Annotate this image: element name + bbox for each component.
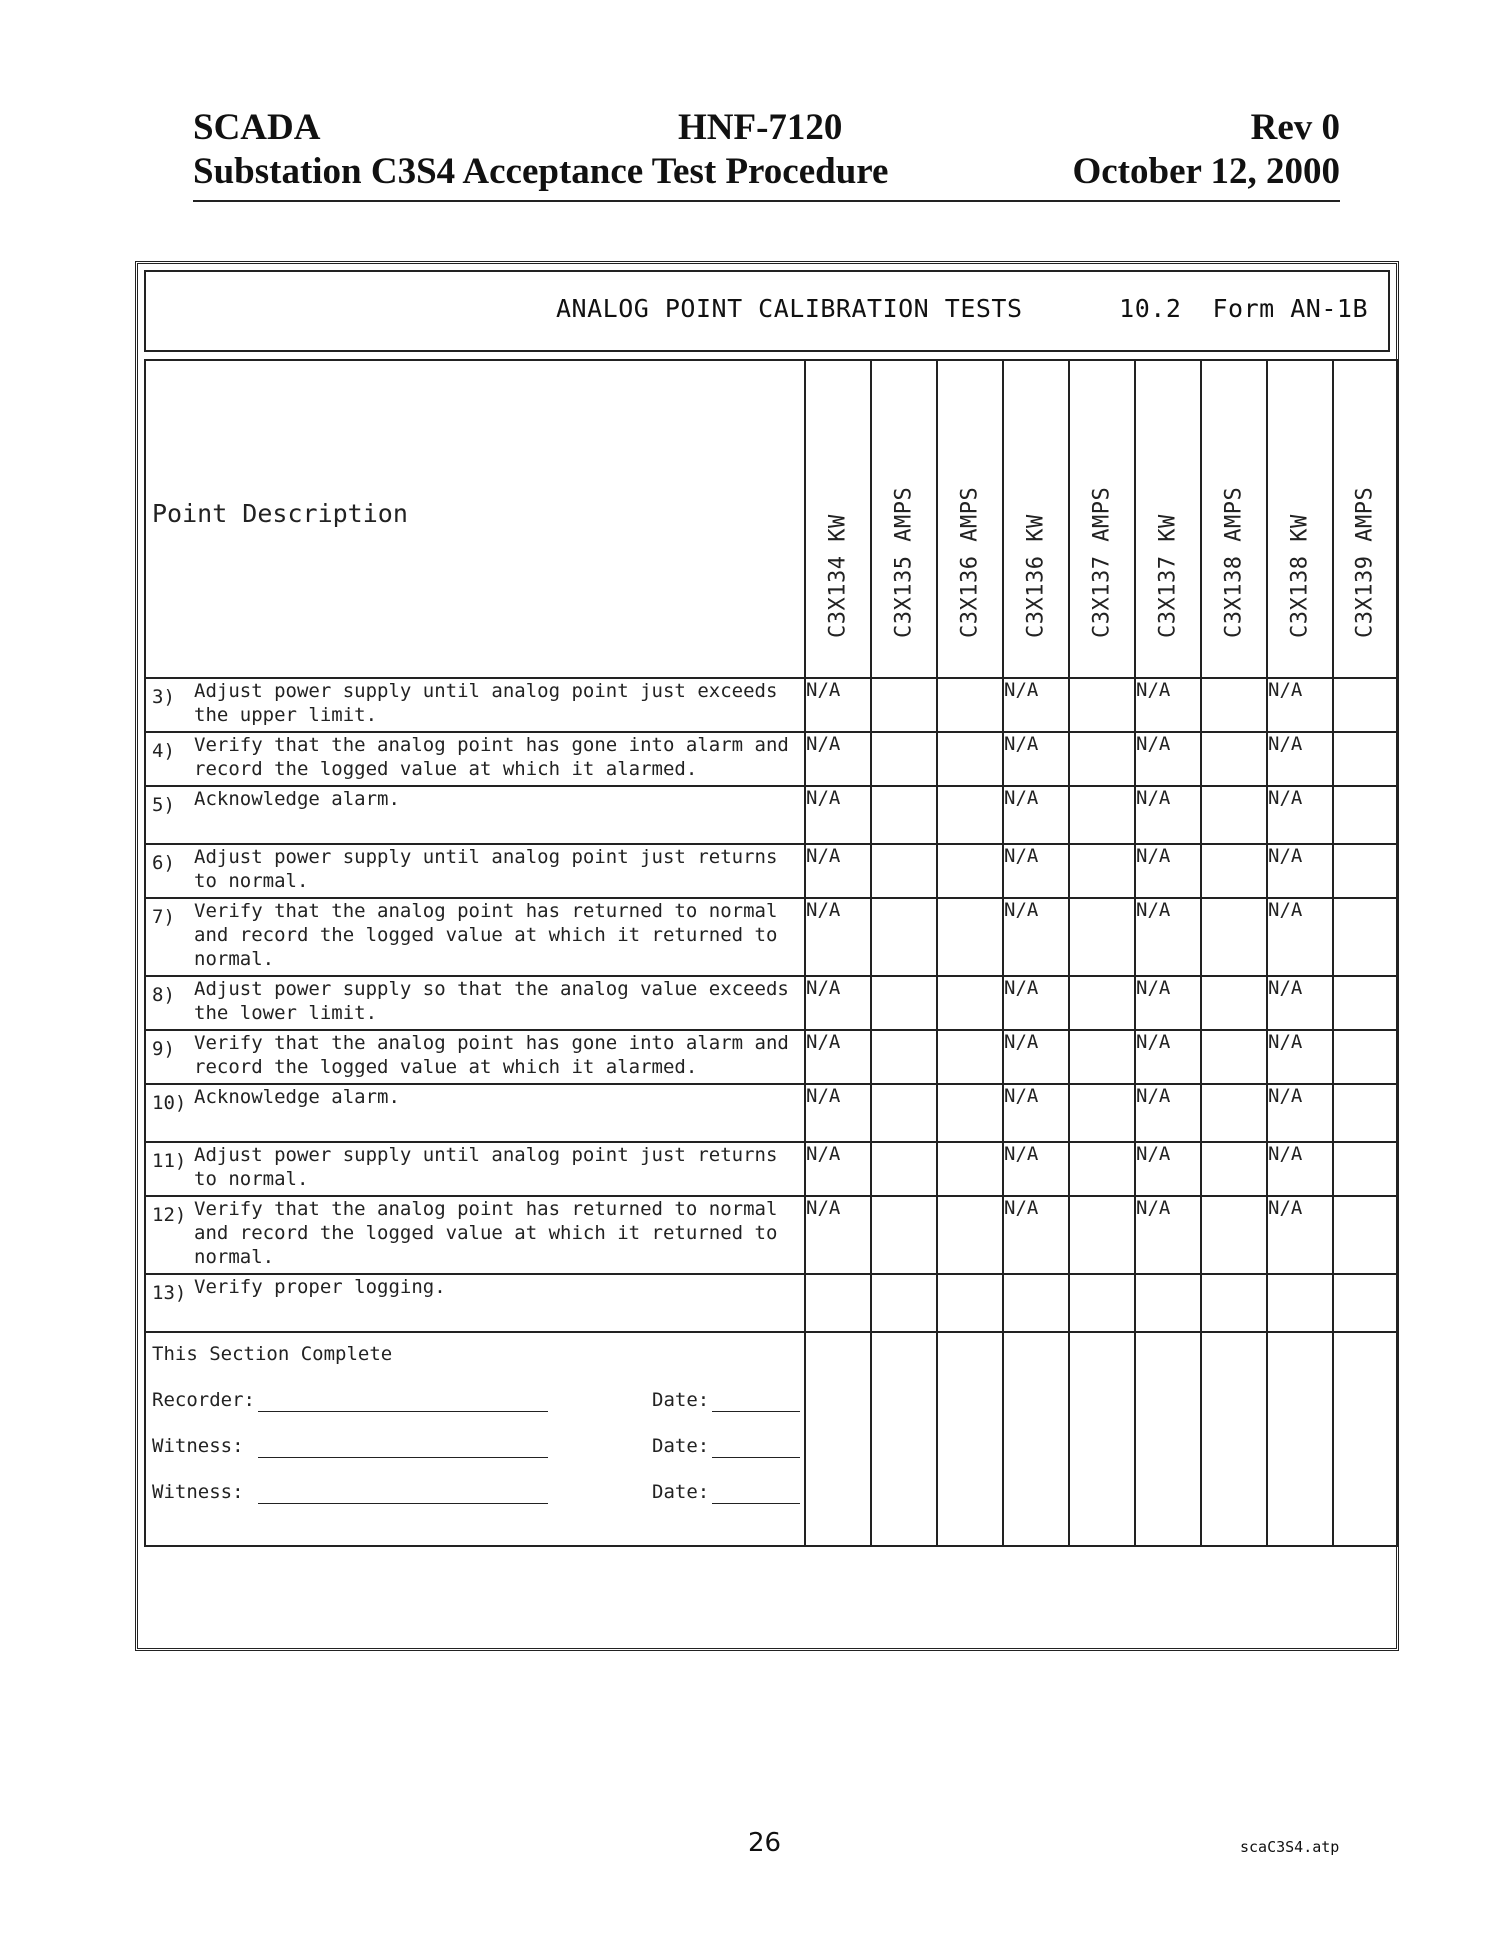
step-number: 7) xyxy=(152,906,175,928)
na-cell[interactable]: N/A xyxy=(1135,844,1201,898)
entry-cell[interactable] xyxy=(1333,1196,1397,1274)
step-number: 8) xyxy=(152,984,175,1006)
column-header-label: C3X136 AMPS xyxy=(957,486,983,638)
entry-cell[interactable] xyxy=(871,1084,937,1142)
step-text: Adjust power supply so that the analog value exceeds the lower limit. xyxy=(194,978,789,1024)
na-cell[interactable]: N/A xyxy=(1003,1084,1069,1142)
step-text: Acknowledge alarm. xyxy=(194,1086,400,1108)
signoff-entry-cell[interactable] xyxy=(805,1332,871,1546)
na-cell[interactable]: N/A xyxy=(1135,1030,1201,1084)
entry-cell[interactable] xyxy=(871,844,937,898)
step-description xyxy=(145,1142,805,1196)
na-cell[interactable]: N/A xyxy=(1135,732,1201,786)
table-row xyxy=(145,844,1397,898)
signoff-entry-cell[interactable] xyxy=(1333,1332,1397,1546)
column-header-label: C3X138 KW xyxy=(1287,514,1313,638)
entry-cell[interactable] xyxy=(1333,678,1397,732)
signoff-entry-cell[interactable] xyxy=(1135,1332,1201,1546)
table-row xyxy=(145,898,1397,976)
na-cell[interactable]: N/A xyxy=(1267,1030,1333,1084)
na-cell[interactable]: N/A xyxy=(1003,1030,1069,1084)
signoff-entry-cell[interactable] xyxy=(1003,1332,1069,1546)
table-row xyxy=(145,678,1397,732)
calibration-form xyxy=(135,261,1399,1651)
recorder-signature-line[interactable] xyxy=(258,1411,548,1412)
test-table xyxy=(144,359,1398,1547)
header-row-2 xyxy=(193,150,1340,194)
step-description xyxy=(145,678,805,732)
na-cell[interactable]: N/A xyxy=(805,732,871,786)
signoff-entry-cell[interactable] xyxy=(937,1332,1003,1546)
na-cell[interactable]: N/A xyxy=(1135,1142,1201,1196)
step-text: Adjust power supply until analog point just returns to normal. xyxy=(194,1144,778,1190)
na-cell[interactable]: N/A xyxy=(1267,786,1333,844)
na-cell[interactable]: N/A xyxy=(1267,898,1333,976)
entry-cell[interactable] xyxy=(871,786,937,844)
header-doc-title: Substation C3S4 Acceptance Test Procedure xyxy=(193,151,889,192)
column-header xyxy=(805,360,871,678)
na-cell[interactable]: N/A xyxy=(1135,678,1201,732)
entry-cell[interactable] xyxy=(871,898,937,976)
entry-cell[interactable] xyxy=(1201,732,1267,786)
step-number: 11) xyxy=(152,1150,187,1172)
entry-cell[interactable] xyxy=(1135,1274,1201,1332)
witness-2-signature-line[interactable] xyxy=(258,1503,548,1504)
na-cell[interactable]: N/A xyxy=(805,898,871,976)
entry-cell[interactable] xyxy=(871,976,937,1030)
entry-cell[interactable] xyxy=(937,1030,1003,1084)
table-row xyxy=(145,1274,1397,1332)
point-description-label: Point Description xyxy=(152,499,408,528)
na-cell[interactable]: N/A xyxy=(805,1196,871,1274)
entry-cell[interactable] xyxy=(1201,786,1267,844)
witness-label-1: Witness: xyxy=(152,1435,244,1457)
entry-cell[interactable] xyxy=(937,898,1003,976)
recorder-date-line[interactable] xyxy=(712,1411,800,1412)
entry-cell[interactable] xyxy=(1333,732,1397,786)
column-header-label: C3X136 KW xyxy=(1023,514,1049,638)
entry-cell[interactable] xyxy=(1069,1274,1135,1332)
entry-cell[interactable] xyxy=(937,976,1003,1030)
entry-cell[interactable] xyxy=(937,1274,1003,1332)
column-header xyxy=(1267,360,1333,678)
step-description xyxy=(145,898,805,976)
step-description xyxy=(145,1030,805,1084)
entry-cell[interactable] xyxy=(871,1030,937,1084)
step-text: Verify that the analog point has gone into alarm and record the logged value at which it alarmed. xyxy=(194,1032,789,1078)
entry-cell[interactable] xyxy=(937,1142,1003,1196)
column-header-label: C3X138 AMPS xyxy=(1221,486,1247,638)
entry-cell[interactable] xyxy=(1201,1030,1267,1084)
column-header xyxy=(1201,360,1267,678)
form-title: ANALOG POINT CALIBRATION TESTS xyxy=(556,294,1023,323)
signoff-block xyxy=(145,1332,805,1546)
entry-cell[interactable] xyxy=(1201,898,1267,976)
entry-cell[interactable] xyxy=(1069,786,1135,844)
witness-1-date-label: Date: xyxy=(652,1435,710,1457)
step-number: 12) xyxy=(152,1204,187,1226)
recorder-label: Recorder: xyxy=(152,1389,255,1411)
step-description xyxy=(145,844,805,898)
column-header xyxy=(1333,360,1397,678)
header-row-1 xyxy=(193,106,1340,150)
column-header xyxy=(871,360,937,678)
entry-cell[interactable] xyxy=(937,1196,1003,1274)
entry-cell[interactable] xyxy=(1003,1274,1069,1332)
step-text: Verify that the analog point has gone into alarm and record the logged value at which it alarmed. xyxy=(194,734,789,780)
signoff-entry-cell[interactable] xyxy=(1267,1332,1333,1546)
na-cell[interactable]: N/A xyxy=(805,786,871,844)
step-number: 9) xyxy=(152,1038,175,1060)
entry-cell[interactable] xyxy=(1069,976,1135,1030)
entry-cell[interactable] xyxy=(1333,786,1397,844)
na-cell[interactable]: N/A xyxy=(1135,786,1201,844)
na-cell[interactable]: N/A xyxy=(1003,1142,1069,1196)
section-complete-label: This Section Complete xyxy=(152,1343,393,1365)
witness-1-signature-line[interactable] xyxy=(258,1457,548,1458)
column-header-label: C3X137 KW xyxy=(1155,514,1181,638)
entry-cell[interactable] xyxy=(871,1274,937,1332)
step-description xyxy=(145,1274,805,1332)
table-header-row xyxy=(145,360,1397,678)
header-project: SCADA xyxy=(193,107,321,148)
entry-cell[interactable] xyxy=(1069,1142,1135,1196)
entry-cell[interactable] xyxy=(937,844,1003,898)
entry-cell[interactable] xyxy=(937,678,1003,732)
na-cell[interactable]: N/A xyxy=(805,1030,871,1084)
na-cell[interactable]: N/A xyxy=(1267,844,1333,898)
entry-cell[interactable] xyxy=(1333,1084,1397,1142)
entry-cell[interactable] xyxy=(1333,1274,1397,1332)
table-row xyxy=(145,786,1397,844)
column-header-label: C3X137 AMPS xyxy=(1089,486,1115,638)
entry-cell[interactable] xyxy=(1201,1274,1267,1332)
recorder-date-label: Date: xyxy=(652,1389,710,1411)
na-cell[interactable]: N/A xyxy=(1267,1196,1333,1274)
entry-cell[interactable] xyxy=(1069,898,1135,976)
step-text: Verify that the analog point has returned to normal and record the logged value at which it returned to normal. xyxy=(194,1198,778,1268)
step-number: 5) xyxy=(152,794,175,816)
step-number: 3) xyxy=(152,686,175,708)
entry-cell[interactable] xyxy=(871,678,937,732)
na-cell[interactable]: N/A xyxy=(1003,898,1069,976)
na-cell[interactable]: N/A xyxy=(1135,1196,1201,1274)
entry-cell[interactable] xyxy=(1333,844,1397,898)
entry-cell[interactable] xyxy=(1201,844,1267,898)
signoff-entry-cell[interactable] xyxy=(1069,1332,1135,1546)
entry-cell[interactable] xyxy=(1333,1030,1397,1084)
step-description xyxy=(145,1084,805,1142)
column-header-label: C3X134 KW xyxy=(825,514,851,638)
entry-cell[interactable] xyxy=(1333,898,1397,976)
column-header xyxy=(1069,360,1135,678)
file-name: scaC3S4.atp xyxy=(1240,1838,1340,1856)
entry-cell[interactable] xyxy=(871,1196,937,1274)
page-number: 26 xyxy=(748,1828,782,1858)
entry-cell[interactable] xyxy=(871,1142,937,1196)
entry-cell[interactable] xyxy=(1069,732,1135,786)
na-cell[interactable]: N/A xyxy=(1267,732,1333,786)
signoff-entry-cell[interactable] xyxy=(1201,1332,1267,1546)
step-text: Acknowledge alarm. xyxy=(194,788,400,810)
na-cell[interactable]: N/A xyxy=(1003,976,1069,1030)
na-cell[interactable]: N/A xyxy=(1267,976,1333,1030)
column-header-label: C3X135 AMPS xyxy=(891,486,917,638)
na-cell[interactable]: N/A xyxy=(1003,844,1069,898)
signoff-entry-cell[interactable] xyxy=(871,1332,937,1546)
step-description xyxy=(145,732,805,786)
na-cell[interactable]: N/A xyxy=(805,844,871,898)
na-cell[interactable]: N/A xyxy=(1267,678,1333,732)
na-cell[interactable]: N/A xyxy=(1003,1196,1069,1274)
header-doc-number: HNF-7120 xyxy=(678,107,843,148)
step-text: Adjust power supply until analog point just returns to normal. xyxy=(194,846,778,892)
header-revision: Rev 0 xyxy=(1250,107,1340,148)
table-row xyxy=(145,1142,1397,1196)
na-cell[interactable]: N/A xyxy=(1267,1142,1333,1196)
signoff-row xyxy=(145,1332,1397,1546)
entry-cell[interactable] xyxy=(1069,678,1135,732)
entry-cell[interactable] xyxy=(1201,1084,1267,1142)
na-cell[interactable]: N/A xyxy=(1135,1084,1201,1142)
witness-label-2: Witness: xyxy=(152,1481,244,1503)
step-number: 4) xyxy=(152,740,175,762)
na-cell[interactable]: N/A xyxy=(1003,678,1069,732)
table-row xyxy=(145,732,1397,786)
step-description xyxy=(145,786,805,844)
entry-cell[interactable] xyxy=(805,1274,871,1332)
entry-cell[interactable] xyxy=(1069,1196,1135,1274)
entry-cell[interactable] xyxy=(937,1084,1003,1142)
step-number: 10) xyxy=(152,1092,187,1114)
column-header xyxy=(937,360,1003,678)
na-cell[interactable]: N/A xyxy=(805,1084,871,1142)
na-cell[interactable]: N/A xyxy=(805,976,871,1030)
step-description xyxy=(145,976,805,1030)
point-description-header xyxy=(145,360,805,678)
witness-1-date-line[interactable] xyxy=(712,1457,800,1458)
column-header xyxy=(1003,360,1069,678)
step-text: Verify that the analog point has returned to normal and record the logged value at which it returned to normal. xyxy=(194,900,778,970)
entry-cell[interactable] xyxy=(1201,1196,1267,1274)
witness-2-date-line[interactable] xyxy=(712,1503,800,1504)
column-header-label: C3X139 AMPS xyxy=(1352,486,1378,638)
na-cell[interactable]: N/A xyxy=(1003,786,1069,844)
step-number: 6) xyxy=(152,852,175,874)
entry-cell[interactable] xyxy=(1333,976,1397,1030)
witness-2-date-label: Date: xyxy=(652,1481,710,1503)
entry-cell[interactable] xyxy=(1069,1030,1135,1084)
entry-cell[interactable] xyxy=(1267,1274,1333,1332)
na-cell[interactable]: N/A xyxy=(805,1142,871,1196)
step-text: Adjust power supply until analog point just exceeds the upper limit. xyxy=(194,680,778,726)
entry-cell[interactable] xyxy=(1333,1142,1397,1196)
step-text: Verify proper logging. xyxy=(194,1276,446,1298)
na-cell[interactable]: N/A xyxy=(1135,898,1201,976)
header-date: October 12, 2000 xyxy=(1072,151,1340,192)
form-id: 10.2 Form AN-1B xyxy=(1119,294,1368,323)
entry-cell[interactable] xyxy=(937,786,1003,844)
na-cell[interactable]: N/A xyxy=(1267,1084,1333,1142)
entry-cell[interactable] xyxy=(1201,976,1267,1030)
table-row xyxy=(145,1084,1397,1142)
entry-cell[interactable] xyxy=(1069,844,1135,898)
entry-cell[interactable] xyxy=(871,732,937,786)
entry-cell[interactable] xyxy=(1201,678,1267,732)
na-cell[interactable]: N/A xyxy=(805,678,871,732)
table-row xyxy=(145,1196,1397,1274)
step-description xyxy=(145,1196,805,1274)
entry-cell[interactable] xyxy=(1069,1084,1135,1142)
page-header xyxy=(193,106,1340,202)
step-number: 13) xyxy=(152,1282,187,1304)
entry-cell[interactable] xyxy=(1201,1142,1267,1196)
na-cell[interactable]: N/A xyxy=(1003,732,1069,786)
column-header xyxy=(1135,360,1201,678)
table-row xyxy=(145,976,1397,1030)
table-row xyxy=(145,1030,1397,1084)
entry-cell[interactable] xyxy=(937,732,1003,786)
na-cell[interactable]: N/A xyxy=(1135,976,1201,1030)
form-title-box xyxy=(144,270,1390,352)
